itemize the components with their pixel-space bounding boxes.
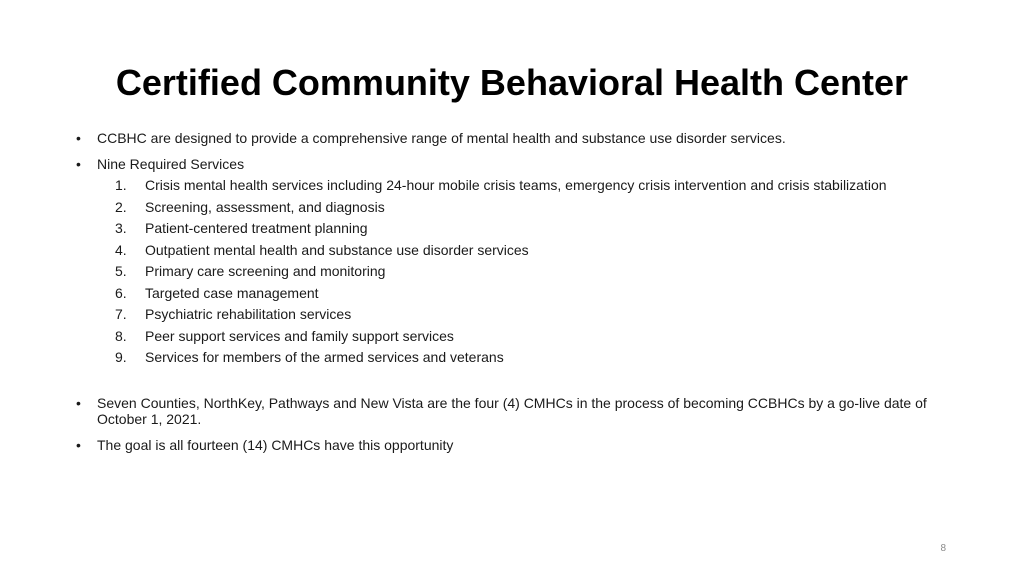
list-number: 1. [115, 177, 127, 193]
list-number: 8. [115, 327, 127, 344]
bullet-text: Seven Counties, NorthKey, Pathways and New Vista are the four (4) CMHCs in the process of becoming CCBHCs by a go-live date of October 1, 2021. [97, 394, 927, 427]
list-number: 2. [115, 198, 127, 215]
list-item [97, 326, 946, 348]
bullet-text: The goal is all fourteen (14) CMHCs have this opportunity [97, 436, 454, 453]
bullet-marker: • [76, 130, 81, 146]
list-text: Crisis mental health services including 24-hour mobile crisis teams, emergency crisis intervention and crisis stabilization [145, 177, 887, 193]
list-text: Services for members of the armed services and veterans [145, 349, 504, 365]
list-item [97, 304, 946, 326]
list-number: 4. [115, 241, 127, 258]
bullet-text: CCBHC are designed to provide a comprehensive range of mental health and substance use disorder services. [97, 130, 786, 146]
list-number: 3. [115, 220, 127, 236]
list-text: Peer support services and family support services [145, 327, 454, 344]
list-text: Primary care screening and monitoring [145, 263, 386, 279]
bullet-cmhc-transition [76, 395, 946, 428]
spacer [76, 378, 946, 395]
list-text: Psychiatric rehabilitation services [145, 306, 352, 322]
bullet-goal [76, 437, 946, 454]
bullet-marker: • [76, 155, 81, 172]
bullet-text: Nine Required Services [97, 155, 245, 172]
list-item [97, 218, 946, 240]
page-number: 8 [940, 543, 946, 554]
slide-content [76, 130, 946, 462]
required-services-list [97, 175, 946, 369]
list-item [97, 240, 946, 262]
list-item [97, 261, 946, 283]
list-item [97, 197, 946, 219]
list-number: 5. [115, 263, 127, 279]
list-item [97, 347, 946, 369]
list-number: 9. [115, 349, 127, 365]
list-item [97, 175, 946, 197]
list-number: 7. [115, 306, 127, 322]
list-text: Targeted case management [145, 284, 319, 301]
bullet-marker: • [76, 394, 81, 411]
list-text: Screening, assessment, and diagnosis [145, 198, 385, 215]
bullet-required-services [76, 156, 946, 369]
slide-title: Certified Community Behavioral Health Center [115, 62, 909, 103]
list-text: Patient-centered treatment planning [145, 220, 368, 236]
bullet-marker: • [76, 436, 81, 453]
bullet-ccbhc-description [76, 130, 946, 147]
list-item [97, 283, 946, 305]
list-text: Outpatient mental health and substance use disorder services [145, 241, 529, 258]
list-number: 6. [115, 284, 127, 301]
